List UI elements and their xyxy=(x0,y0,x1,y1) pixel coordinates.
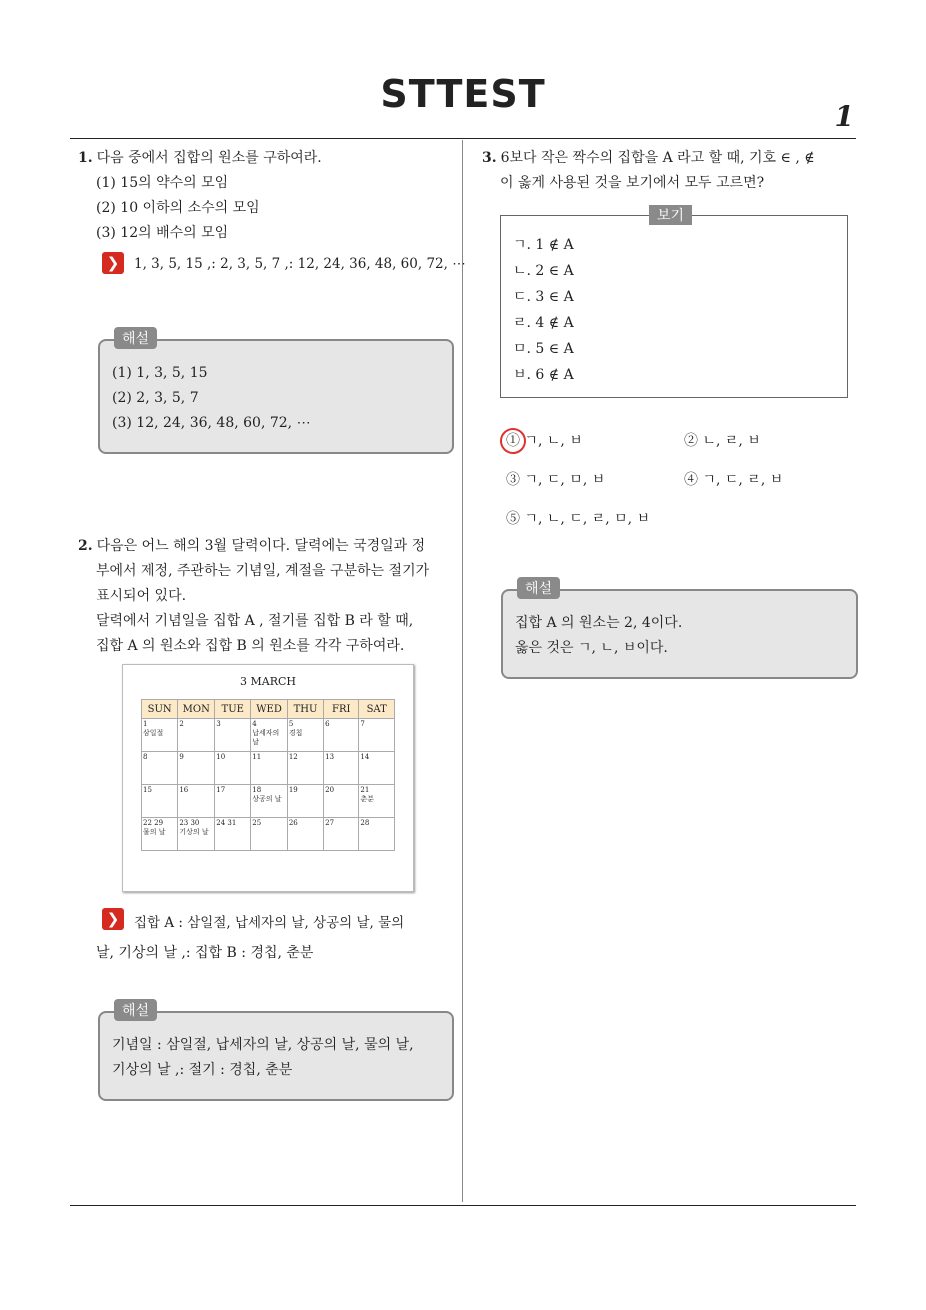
calendar-table xyxy=(141,699,395,851)
calendar-date: 24 31 xyxy=(216,819,237,827)
page-number: 1 xyxy=(834,100,854,133)
question-number: 3. xyxy=(482,150,497,166)
solution-line: (3) 12, 24, 36, 48, 60, 72, ⋯ xyxy=(112,415,311,431)
calendar-date: 18 xyxy=(252,786,262,794)
calendar-date: 27 xyxy=(325,819,335,827)
calendar-day-cell xyxy=(178,785,215,818)
calendar-week-row xyxy=(142,785,395,818)
calendar-date: 6 xyxy=(325,720,330,728)
question-3 xyxy=(482,146,858,196)
calendar-date: 14 xyxy=(360,753,370,761)
calendar-date: 12 xyxy=(288,753,298,761)
question-line: 이 옳게 사용된 것을 보기에서 모두 고르면? xyxy=(500,175,765,191)
calendar-event: 경칩 xyxy=(288,729,303,737)
question-line: 달력에서 기념일을 집합 A , 절기를 집합 B 라 할 때, xyxy=(96,613,414,629)
calendar-day-cell xyxy=(142,785,178,818)
solution-line: 집합 A 의 원소는 2, 4이다. xyxy=(515,615,683,631)
calendar-date: 7 xyxy=(360,720,365,728)
question-number: 1. xyxy=(78,150,93,166)
question-1 xyxy=(78,146,466,277)
bogi-item: ㅂ. 6 ∉ A xyxy=(513,367,574,383)
answer-arrow-icon: ❯ xyxy=(102,252,124,274)
calendar-day-cell xyxy=(287,785,323,818)
calendar-day-cell xyxy=(142,752,178,785)
answer-arrow-icon: ❯ xyxy=(102,908,124,930)
answer-text: 1, 3, 5, 15 ,: 2, 3, 5, 7 ,: 12, 24, 36, 48, 60, 72, ⋯ xyxy=(134,256,466,272)
calendar-date: 10 xyxy=(216,753,226,761)
calendar-day-cell xyxy=(178,752,215,785)
question-line: 집합 A 의 원소와 집합 B 의 원소를 각각 구하여라. xyxy=(96,638,405,654)
calendar-event: 춘분 xyxy=(360,795,374,803)
calendar-day-cell xyxy=(215,752,251,785)
calendar-date: 8 xyxy=(143,753,148,761)
calendar-date: 1 xyxy=(143,720,148,728)
calendar-day-cell xyxy=(142,818,178,851)
bogi-item: ㄷ. 3 ∈ A xyxy=(513,289,574,305)
bogi-label: 보기 xyxy=(649,205,692,225)
calendar-event: 납세자의 날 xyxy=(252,729,280,746)
calendar-date: 22 29 xyxy=(143,819,164,827)
choice-2[interactable]: ② ㄴ, ㄹ, ㅂ xyxy=(684,433,761,449)
calendar-date: 5 xyxy=(288,720,294,728)
solution-label: 해설 xyxy=(114,999,157,1021)
bogi-item: ㅁ. 5 ∈ A xyxy=(513,341,574,357)
bogi-item: ㄹ. 4 ∉ A xyxy=(513,315,574,331)
calendar-event: 삼일절 xyxy=(143,729,164,737)
calendar-date: 13 xyxy=(325,753,335,761)
bogi-item: ㄱ. 1 ∉ A xyxy=(513,237,574,253)
calendar-date: 2 xyxy=(179,720,184,728)
calendar-day-header: SAT xyxy=(359,700,395,719)
solution-box-3 xyxy=(501,581,858,679)
question-line: 부에서 제정, 주관하는 기념일, 계절을 구분하는 절기가 xyxy=(96,563,430,579)
question-item: (2) 10 이하의 소수의 모임 xyxy=(96,200,260,216)
solution-line: (1) 1, 3, 5, 15 xyxy=(112,365,208,381)
calendar-day-cell xyxy=(359,785,395,818)
calendar-day-cell xyxy=(287,719,323,752)
calendar-day-cell xyxy=(287,818,323,851)
calendar-title: 3 MARCH xyxy=(240,675,296,688)
solution-label: 해설 xyxy=(114,327,157,349)
bogi-box xyxy=(500,208,848,398)
calendar-week-row xyxy=(142,719,395,752)
calendar-date: 20 xyxy=(325,786,335,794)
calendar-week-row xyxy=(142,818,395,851)
calendar-day-cell xyxy=(178,719,215,752)
solution-line: (2) 2, 3, 5, 7 xyxy=(112,390,199,406)
calendar-date: 4 xyxy=(252,720,257,728)
calendar-event: 기상의 날 xyxy=(179,828,209,836)
calendar-event: 상공의 날 xyxy=(252,795,282,803)
question-line: 6보다 작은 짝수의 집합을 A 라고 할 때, 기호 ∈ , ∉ xyxy=(500,150,815,166)
column-divider xyxy=(462,140,463,1202)
choice-1[interactable]: ① ㄱ, ㄴ, ㅂ xyxy=(506,433,583,449)
bogi-item: ㄴ. 2 ∈ A xyxy=(513,263,574,279)
calendar-day-cell xyxy=(215,719,251,752)
solution-line: 기념일 : 삼일절, 납세자의 날, 상공의 날, 물의 날, xyxy=(112,1037,414,1053)
top-rule xyxy=(70,138,856,139)
calendar-date: 25 xyxy=(252,819,262,827)
calendar-day-cell xyxy=(215,818,251,851)
calendar-day-cell xyxy=(324,785,359,818)
calendar-date: 21 xyxy=(360,786,370,794)
calendar-day-cell xyxy=(324,752,359,785)
calendar-day-header: THU xyxy=(287,700,323,719)
calendar-day-cell xyxy=(215,785,251,818)
question-prompt: 다음 중에서 집합의 원소를 구하여라. xyxy=(96,150,322,166)
calendar-event: 물의 날 xyxy=(143,828,166,836)
calendar-date: 9 xyxy=(179,753,184,761)
calendar-day-cell xyxy=(324,719,359,752)
calendar-date: 3 xyxy=(216,720,221,728)
calendar-date: 16 xyxy=(179,786,189,794)
calendar-week-row xyxy=(142,752,395,785)
calendar-date: 19 xyxy=(288,786,298,794)
page-title: STTEST xyxy=(380,72,546,116)
calendar-day-header: WED xyxy=(251,700,288,719)
answer-text: 집합 A : 삼일절, 납세자의 날, 상공의 날, 물의 xyxy=(134,915,405,931)
question-item: (1) 15의 약수의 모임 xyxy=(96,175,229,191)
solution-line: 옳은 것은 ㄱ, ㄴ, ㅂ이다. xyxy=(515,640,668,656)
calendar-day-cell xyxy=(359,719,395,752)
answer-2 xyxy=(78,908,456,968)
answer-row xyxy=(78,252,466,277)
choice-4[interactable]: ④ ㄱ, ㄷ, ㄹ, ㅂ xyxy=(684,472,784,488)
question-line: 다음은 어느 해의 3월 달력이다. 달력에는 국경일과 정 xyxy=(96,538,426,554)
calendar-day-cell xyxy=(142,719,178,752)
calendar-date: 11 xyxy=(252,753,262,761)
calendar-date: 15 xyxy=(143,786,152,794)
question-item: (3) 12의 배수의 모임 xyxy=(96,225,229,241)
calendar-day-cell xyxy=(287,752,323,785)
answer-text: 날, 기상의 날 ,: 집합 B : 경칩, 춘분 xyxy=(96,945,314,961)
calendar-date: 17 xyxy=(216,786,226,794)
calendar-day-header: FRI xyxy=(324,700,359,719)
choice-5[interactable]: ⑤ ㄱ, ㄴ, ㄷ, ㄹ, ㅁ, ㅂ xyxy=(506,511,651,527)
question-2 xyxy=(78,534,456,659)
calendar-day-cell xyxy=(359,818,395,851)
calendar-day-cell xyxy=(359,752,395,785)
solution-label: 해설 xyxy=(517,577,560,599)
calendar-date: 28 xyxy=(360,819,370,827)
question-number: 2. xyxy=(78,538,93,554)
calendar-day-cell xyxy=(251,752,288,785)
calendar-day-header: SUN xyxy=(142,700,178,719)
bottom-rule xyxy=(70,1205,856,1206)
calendar-day-cell xyxy=(324,818,359,851)
solution-box-1 xyxy=(98,331,454,454)
choice-3[interactable]: ③ ㄱ, ㄷ, ㅁ, ㅂ xyxy=(506,472,606,488)
calendar-day-cell xyxy=(251,818,288,851)
calendar-day-cell xyxy=(178,818,215,851)
calendar-day-cell xyxy=(251,719,288,752)
question-line: 표시되어 있다. xyxy=(96,588,187,604)
calendar-day-cell xyxy=(251,785,288,818)
calendar-image xyxy=(122,664,414,892)
calendar-date: 26 xyxy=(288,819,298,827)
calendar-day-header: MON xyxy=(178,700,215,719)
calendar-day-header: TUE xyxy=(215,700,251,719)
calendar-date: 23 30 xyxy=(179,819,200,827)
solution-line: 기상의 날 ,: 절기 : 경칩, 춘분 xyxy=(112,1062,293,1078)
solution-box-2 xyxy=(98,1003,454,1101)
